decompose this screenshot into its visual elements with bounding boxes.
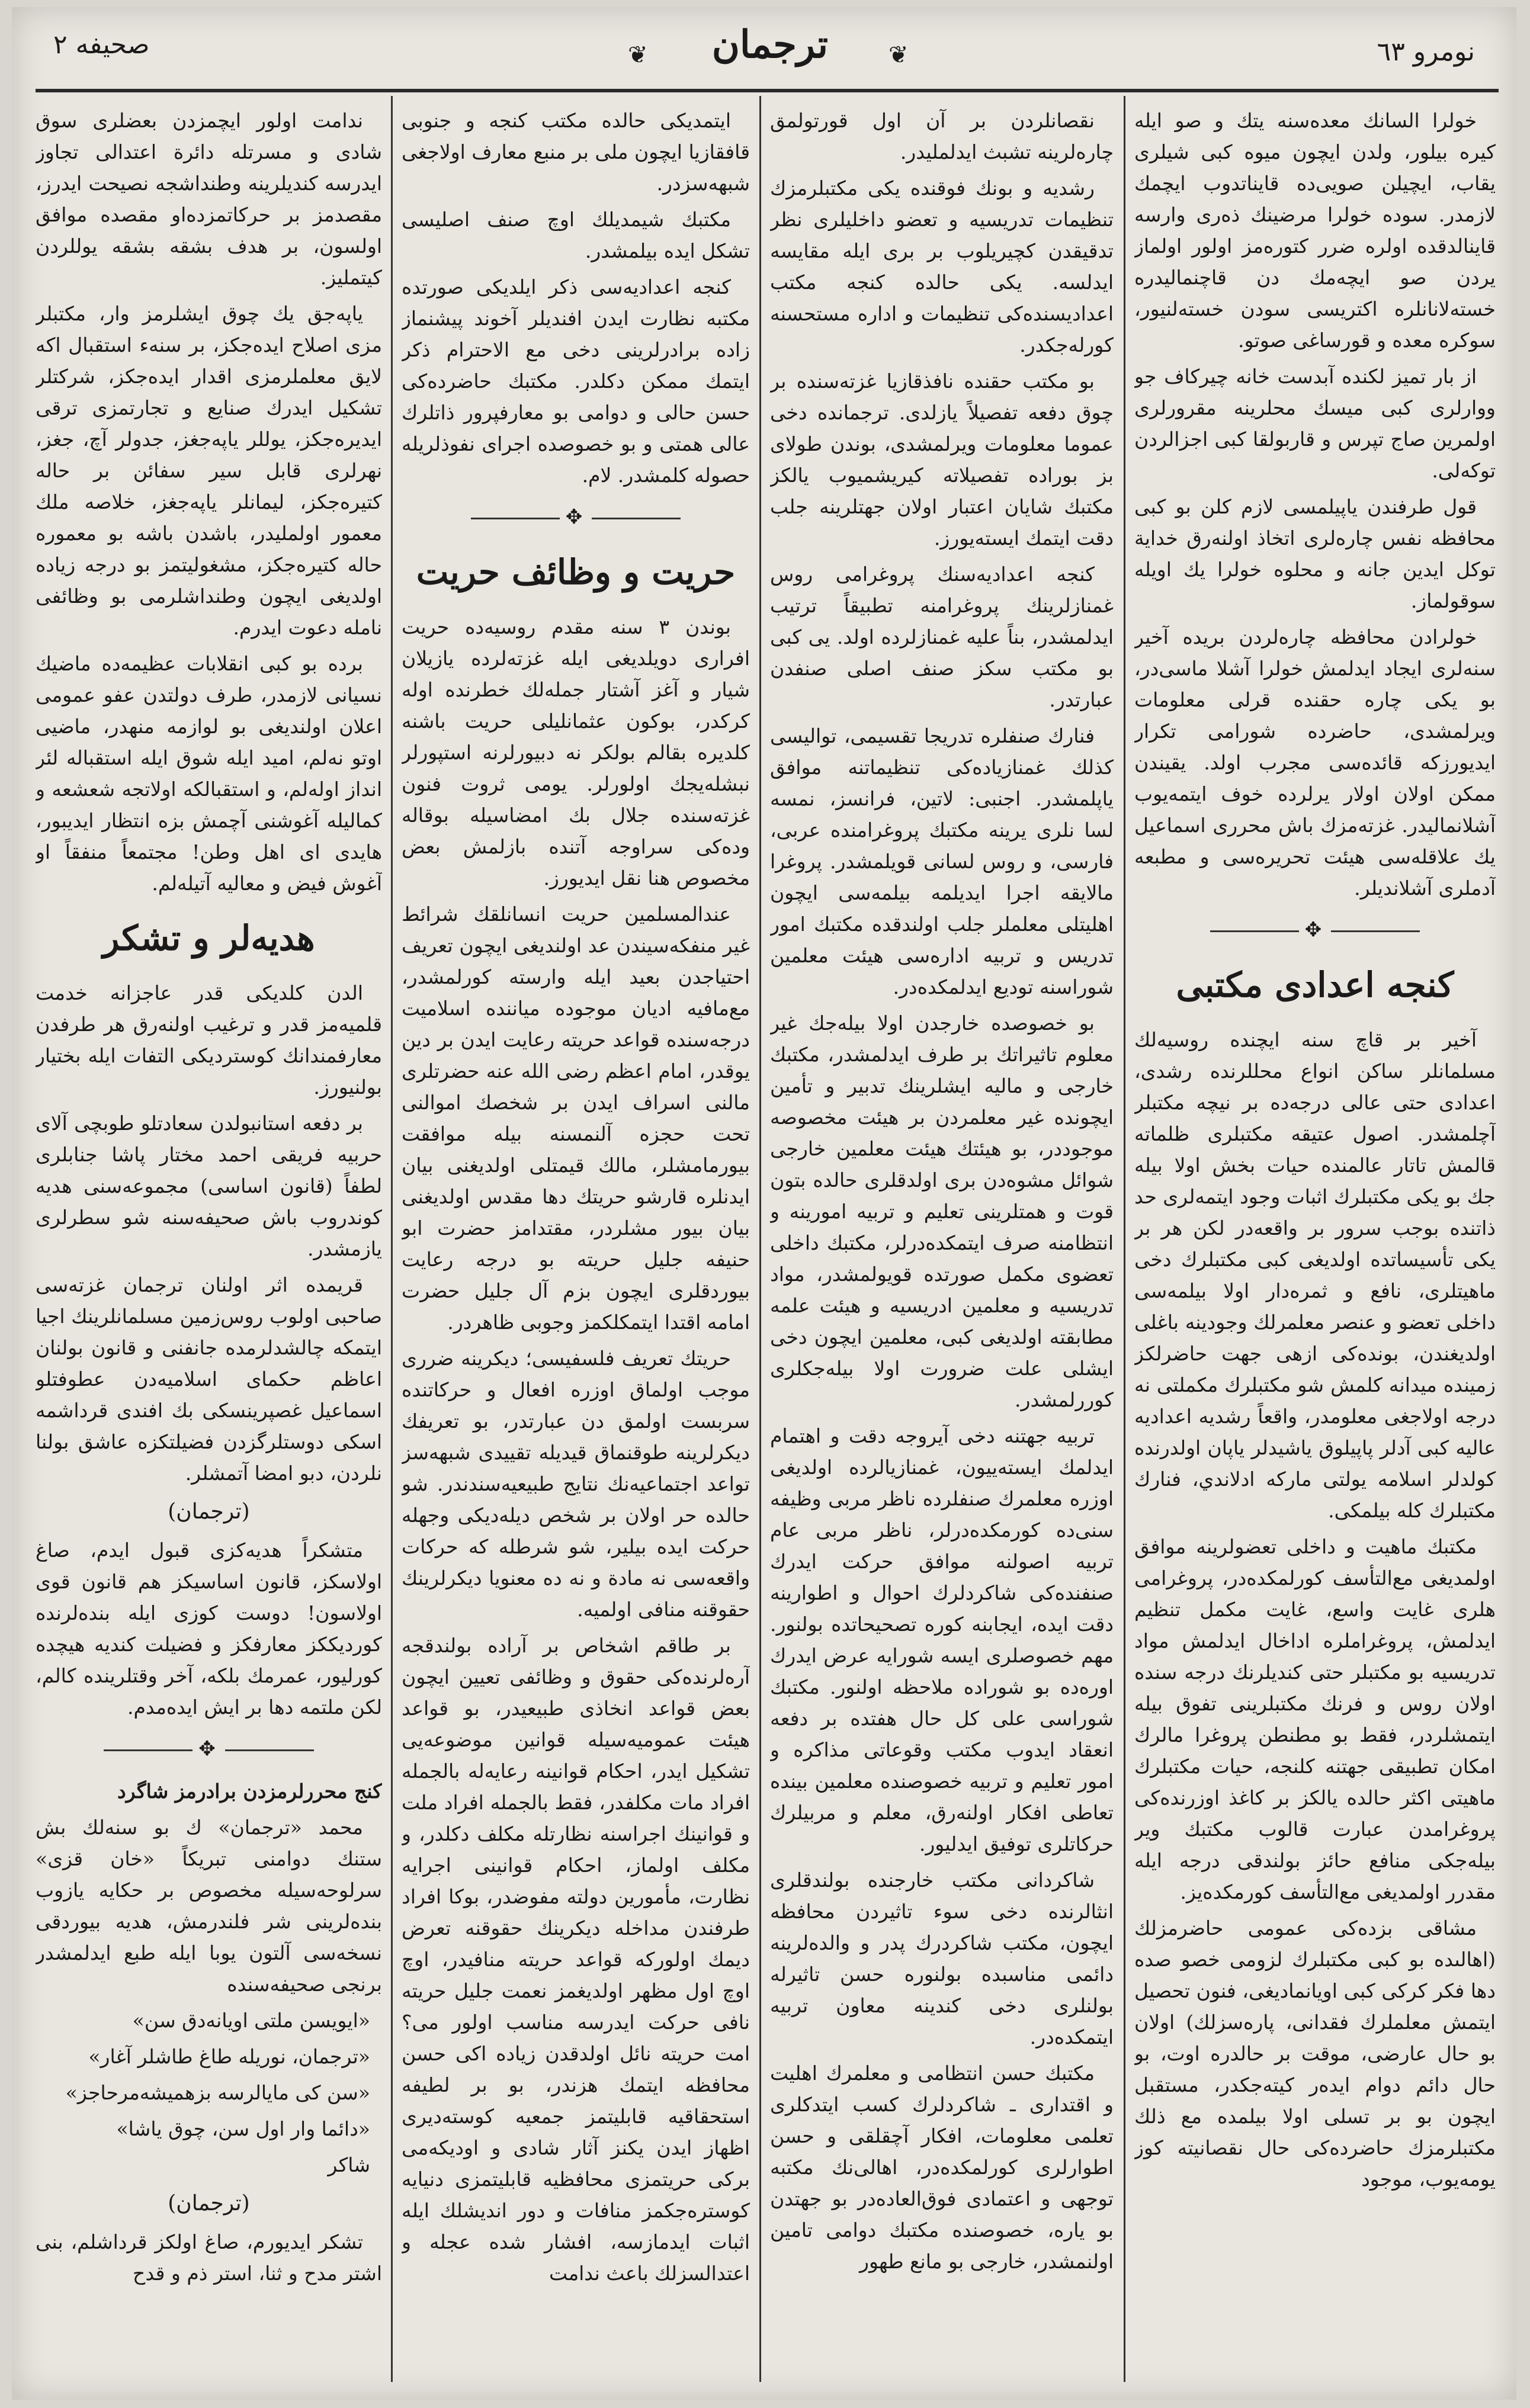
column-2	[770, 105, 1114, 2379]
column-divider	[759, 96, 761, 2382]
paragraph: از بار تميز لكندە آبدست خانه چيركاف جو ووارلرى كبى ميسك محلرينه مقرورلرى اولمرين صاج تپرس و قاربولقا كبى اجزالردن توكەلى.	[1134, 365, 1496, 482]
column-divider	[1124, 96, 1125, 2382]
paragraph: آخير بر قاچ سنه ايچنده روسيەلك مسلمانلر ساكن انواع محللرنده رشدى، اعدادى حتى عالى درجەدە بر نيچە مكتبلر آچلمشدر. اصول عتيقه مكتبلرى ظلماته قالمش تاتار عالمنده حيات بخش اولا بيله جك بو يكى مكتبلرك اثبات وجود ايتمەلرى حد ذاتنده بوجب سرور بر واقعەدر لكن هر بر يكى تأسيساتدە اولديغى كبى مكتبلرك دخى ماهيتلرى، نافع و ثمرەدار اولا بيلمەسى داخلى تعضو و عنصر معلمرلك وجودينه باغلى اولديغندن، بوندەكى ازهى جهت حاضرلكز زمينده ميدانه كلمش شو مكتبلرك مكملتى نه درجه اولاجغى معلومدر، واقعاً رشديه اعداديه عاليه كبى آدلر پاپيلوق ياشيدلر ياپان اولدرنده كولدلر اسلامە يولتى ماركه ادلاندي، فنارك مكتبلرك كله بيلمكى.	[1134, 1028, 1496, 1522]
header-rule	[36, 89, 1499, 92]
section-title: كنجه اعدادى مكتبى	[1176, 965, 1454, 1005]
newspaper-title: ترجمان	[711, 23, 829, 67]
paragraph: شاكردانى مكتب خارجنده بولندقلرى انثالرنده دخى سوء تاثيردن محافظه ايچون، مكتب شاكردرك پدر و والدەلرينه دائمى مناسبده بولنورە حسن تاثيرله بولنلرى دخى كندينه معاون تربيه ايتمكدەدر.	[770, 1868, 1114, 2049]
section-title: هديەلر و تشكر	[102, 918, 315, 958]
paragraph: فنارك صنفلره تدريجا تقسيمى، تواليسى كذلك غمنازيادەكى تنظيماتنه موافق ياپلمشدر. اجنبى: لاتين، فرانسز، نمسه لسا نلرى يرينه مكتبك پروغرامنده عربى، فارسى، و روس لسانى قويلمشدر. پروغرا مالايقه اجرا ايديلمه بيلمەسى ايچون اهليتلى معلملر جلب اولندقده مكتبك امور تدريس و تربيه ادارەسى هيئت معلمين شوراسنه توديع ايدلمكدەدر.	[770, 724, 1114, 998]
signature: (ترجمان)	[168, 2191, 250, 2216]
paragraph: خولرادن محافظه چارەلردن بريدە آخير سنه‌لرى ايجاد ايدلمش خولرا آشلا ماسى‌در، بو يكى چارە حقنده قرلى معلومات ويرلمشدى، حاضردە شورامى تكرار ايديورزكه قائدەسى مجرب اولد. يقيندن ممكن اولان اولار يرلرده خوف ايتمەيوب آشلانماليدر. غزته‌مزك باش محررى اسماعيل يك علاقلەسى هيئت تحريرەسى و مطبعه آدملرى آشلانديلر.	[1134, 625, 1496, 900]
paragraph: مكتبك حسن انتظامى و معلمرك اهليت و اقتدارى ـ شاكردلرك كسب ايتدكلرى تعلمى معلومات، افكار آچقلقى و حسن اطوارلرى كورلمكدەدر، اهالى‌نك مكتبه توجهى و اعتمادى فوق‌العاده‌در بو جهتدن بو يارە، خصوصنده مكتبك دوامى تامين اولنمشدر، خارجى بو مانع طهور	[770, 2062, 1114, 2273]
paragraph: بر طاقم اشخاص بر آرادە بولندقجه آرەلرنده‌كى حقوق و وظائفى تعيين ايچون بعض قواعد انخاذى طبيعيدر، بو قواعد هيئت عموميه‌سيله قوانين موضوعه‌يى تشكيل ايدر، احكام قوانينه رعايەله بالجمله افراد مات مكلفدر، فقط بالجمله افراد ملت و قوانينك اجراسنه نظارتله مكلف دكلدر، و مكلف اولماز، احكام قوانينى اجرايه نظارت، مأمورين دولته مفوضدر، بوكا افراد طرفندن مداخله ديكرينك حقوقنه تعرض ديمك اولوركه قواعد حريته منافيدر، اوچ اوچ اول مظهر اولديغمز نعمت جليل حريته نافى حركت ايدرسه مناسب اولور مى؟ امت حريته نائل اولدقدن زيادە اكى حسن محافظه ايتمك هزندر، بو بر لطيفه استحقاقيه قابليتمز جمعيه كوسته‌ديرى اظهاز ايدن يكنز آثار شادى و اوديكه‌مى بركى حريتمزى محافظيه قابليتمزى دنيايه كوسترەجكمز منافات و دور انديشلك ايله اثبات ايدمازسه، افشار شده عجله و اعتدالسزلك باعث ندامت	[402, 1634, 750, 2285]
quote-line: «ايويسن ملتى اويانەدق سن»	[132, 2009, 370, 2032]
paragraph: مشاقى بزده‌كى عمومى حاضرمزلك (اهالىدە بو كبى مكتبلرك لزومى خصو صده دها فكر كركى كبى اويانماديغى، فنون تحصيل ايتمش معلملرك فقدانى، پارەسزلك) اولان بو حال عارضى، موقت بر حالدرە اوت، بو حال دائم دوام ايدەر كيته‌جكدر، مستقبل ايچون بو بر تسلى اولا بيلمدە مع ذلك مكتبلرمزك حاضرده‌كى حال نقصانيته كوز يومەيوب، موجود	[1134, 1916, 1496, 2191]
paragraph: قول طرفندن ياپيلمسى لازم كلن بو كبى محافظه نفس چارەلرى اتخاذ اولنه‌رق خداية توكل ايدين جانه و محلوه خولرا يك اويله سوقولماز.	[1134, 495, 1496, 612]
paragraph: الدن كلديكى قدر عاجزانه خدمت قلميەمز قدر و ترغيب اولنەرق هر طرفدن معارفمندانك كوسترديكى التفات ايله بختيار بولنيورز.	[36, 981, 382, 1099]
signature: (ترجمان)	[168, 1500, 250, 1524]
section-separator: ✥	[36, 1733, 382, 1765]
paragraph: بر دفعه استانبولدن سعادتلو طوبچى آلاى حربيه فريقى احمد مختار پاشا جنابلرى لطفاً (قانون اساسى) مجموعەسنى هديه كوندروب باش صحيفه‌سنه شو سطرلرى يازمشدر.	[36, 1112, 382, 1260]
paragraph: تربيه جهتنه دخى آيروجه دقت و اهتمام ايدلمك ايسته‌ييون، غمنازيالرده اولديغى اوزره معلمرك صنفلرده ناظر مربى وظيفه سنى‌ده كورمكده‌درلر، ناظر مربى عام تربيه اصولنه موافق حركت ايدرك صنفنده‌كى شاكردلرك احوال و اطوارينه دقت ايدە، ايجابنه كوره تصحيحاتده بولنور. مهم خصوصلرى ايسه شورايه عرض ايدرك اورەدە بو شوراده ملاحظه اولنور. مكتبك شوراسى على كل حال هفتده بر دفعه انعقاد ايدوب مكتب وقوعاتى مذاكرە و امور تعليم و تربيه خصوصنده معلمين بينده تعاطى افكار اولنه‌رق، معلم و مربيلرك حركاتلرى توفيق ايدليور.	[770, 1424, 1114, 1855]
paragraph: بوندن ٣ سنه مقدم روسيه‌دە حريت افرارى دويلديغى ايله غزته‌لرده يازيلان شيار و آغز آشتار جمله‌لك خطرنده اوله كركدر، بوكون عثمانليلى حريت باشنه كلديرە بقالم بولكر نه دبيورلرنه استپورلر نبشلەيجك اولورلر. يومى ثروت فنون غزته‌سنده جلال بك امضاسيله بوقالە وده‌كى سراوجه آتنده بازلمش بعض مخصوص هنا نقل ايديورز.	[402, 615, 750, 890]
subsection-title: كنج محررلرمزدن برادرمز شاگرد	[117, 1780, 382, 1803]
issue-label: نومرو ٦٣	[1377, 37, 1475, 67]
paragraph: قريمدە اثر اولنان ترجمان غزته‌سى صاحبى اولوب روس‌زمين مسلمانلرينك اجيا ايتمكه چالشدلرمدە جانفنى و قانون بولنان اعاظم حكماى اسلاميه‌دن عطوفتلو اسماعيل غصپرينسكى بك افندى قرداشمه اسكى دوستلرگزدن فضيلتكزه عاشق بولنا نلردن، دبو امضا آتمشلر.	[36, 1273, 382, 1485]
paragraph: برده بو كبى انقلابات عظيمه‌ده ماضيك نسيانى لازمدر، طرف دولتدن عفو عمومى اعلان اولنديغى بو لوازمه منهدر، ماضيى اوتو نه‌لم، اميد ايله شوق ايله استقباله لئر انداز اولەلم، و استقبالكه اولاتجه شعشعه و كماليله آغوشنى آچمش بزه انتظار ايديبور، هايدى اى اهل وطن! مجتمعاً منفقاً او آغوش فيض و معاليه آتيلەلم.	[36, 652, 382, 895]
quote-line: «ترجمان، نوريله طاغ طاشلر آغار»	[88, 2045, 370, 2068]
paragraph: مكتبك ماهيت و داخلى تعضولرينه موافق اولمديغى مع‌التأسف كورلمكده‌در، پروغرامى هلرى غايت واسع، غايت مكمل تنظيم ايدلمش، پروغراملره اداخال ايدلمش مواد تدريسيه بو مكتبلر حتى كنديلرنك درجه سنده اولان روس و فرنك مكتبلرينى تفوق بيله ايتمشلردر، فقط بو مطنطن پروغرا مالرك امكان تطبيقى جهتنه كلنجه، حيات مكتبلرك ماهيتى اكثر حالده يالكز بر كاغذ اوزرنده‌كى پروغرامدن عبارت قالوب مكتبك وير بيله‌جكى منافع حائز بولندقى درجه ايله مقدرر اولمديغى مع‌التأسف كورمكدەيز.	[1134, 1535, 1496, 1903]
paragraph: حريتك تعريف فلسفيسى؛ ديكرينه ضررى موجب اولماق اوزره افعال و حركاتنده سربست اولمق دن عبارتدر، بو تعريفك ديكرلرينه طوقنماق قيديله تقييدى شبهه‌سز تواعد اجتماعيه‌نك نتايج طبيعيه‌سندندر. شو حالده حر اولان بر شخص ديله‌ديكى وجهله حركت ايده بيلير، شو شرطله كه حركات واقعه‌سى نه مادة و نه ده معنويا ديكرلرينك حقوقنه منافى اولميه.	[402, 1347, 750, 1621]
column-divider	[391, 96, 393, 2382]
paragraph: عندالمسلمين حريت انسانلقك شرائط غير منفكەسيندن عد اولنديغى ايچون تعريف احتياجدن بعيد ايله وارسته كورلمشدر، مع‌مافيه اديان موجوده مياننده اسلاميت درجه‌سنده قواعد حريته رعايت ايدن بر دين يوقدر، امام اعظم رضى الله عنه حضرتلرى مالنى اسراف ايدن بر شخصك اموالنى تحت حجزه آلنمسنه بيله موافقت بيورمامشلر، مالك قيمتلى اولديغنى بيان ايدنلره قارشو حريتك دها مقدس اولديغنى بيان بيور مشلردر، مقتدامز حضرت ابو حنيفه جليل حريته بو درجه رعايت بيوردقلرى ايچون بزم آل جليل حضرت امامه اقتدا ايتمكلكمز وجوبى ظاهردر.	[402, 903, 750, 1334]
ornament-left-icon: ❦	[628, 41, 648, 69]
quote-line: «دائما وار اول سن، چوق ياشا»	[116, 2117, 370, 2140]
paragraph: نقصانلردن بر آن اول قورتولمق چارەلرينه تشبث ايدلمليدر.	[770, 109, 1114, 163]
section-title: حريت و وظائف حريت	[416, 552, 736, 592]
paragraph: محمد «ترجمان» ك بو سنەلك بش ستنك دوامنى تبريكاً «خان قزى» سرلوحه‌سيله مخصوص بر حكايه يازوب بندەلرينى شر فلندرمش، هديه بيوردقى نسخه‌سى آلتون يوبا ايله طبع ايدلمشدر برنجى صحيفه‌سنده	[36, 1816, 382, 1996]
newspaper-page	[12, 7, 1516, 2400]
paragraph: ياپه‌جق يك چوق ايشلرمز وار، مكتبلر مزى اصلاح ايدەجكز، بر سنهء استقبال اكه لايق معلملرمزى اقدار ايده‌جكز، شركتلر تشكيل ايدرك صنايع و تجارتمزى ترقى ايديرەجكز، يوللر ياپه‌جغز، جدولر آچ، جغز، نهرلرى قابل سير سفائن بر حاله كتيرەجكز، ليمانلر ياپه‌جغز، خلاصه ملك معمور اولمليدر، باشدن باشه بو معموره حاله كتيرەجكز، مشغوليتمز بو درجه زياده اولديغى ايچون وطنداشلرمى بو وظائفى نامله دعوت ايدرم.	[36, 302, 382, 639]
paragraph: كنجه اعداديه‌سنك پروغرامى روس غمنازلرينك پروغرامنه تطبيقاً ترتيب ايدلمشدر، بناً عليه غمنازلرده اولد. يى كبى بو مكتب سكز صنف اصلى صنفدن عبارتدر.	[770, 563, 1114, 711]
masthead	[36, 19, 1499, 90]
paragraph: بو مكتب حقنده نافذقازيا غزته‌سنده بر چوق دفعه تفصيلاً يازلدى. ترجمانده دخى عموما معلومات ويرلمشدى، بوندن طولاى بز بورادە تفصيلاته كيريشميوب يالكز مكتبك شايان اعتبار اولان جهتلرينه جلب دقت ايتمك ايسته‌يورز.	[770, 370, 1114, 550]
quote-signoff: شاكر	[328, 2153, 370, 2176]
paragraph: كنجه اعداديەسى ذكر ايلديكى صورتده مكتبه نظارت ايدن افنديلر آخوند پيشنماز زاده برادرلرينى دخى مع الاحترام ذكر ايتمك ممكن دكلدر. مكتبك حاضرده‌كى حسن حالى و دوامى بو معارفپرور ذاتلرك عالى همتى و بو خصوصده اجراى نفوذلريله حصوله كلمشدر. لام.	[402, 275, 750, 487]
paragraph: ندامت اولور ايچمزدن بعضلرى سوق شادى و مسرتله دائرة اعتدالى تجاوز ايدرسه كنديلرينه وطنداشجه نصيحت ايدرز، مقصدمز بر حركاتمزده‌او مقصده موافق اولسون، بر هدف بشقه بشقه يوللردن كيتمليز.	[36, 109, 382, 289]
paragraph: تشكر ايديورم، صاغ اولكز قرداشلم، بنى اشتر مدح و ثنا، استر ذم و قدح	[36, 2230, 382, 2285]
paragraph: مكتبك شيمديلك اوچ صنف اصليسى تشكل ايده بيلمشدر.	[402, 208, 750, 262]
paragraph: متشكراً هديەكزى قبول ايدم، صاغ اولاسكز، قانون اساسيكز هم قانون قوى اولاسون! دوست كوزى ايله بندەلرنده كورديككز معارفكز و فضيلت كنديه هيچده كورليور، عمرمك بلكه، آخر وقتلرينده كالم، لكن ملتمه دها بر ايش ايده‌مدم.	[36, 1539, 382, 1719]
paragraph: بو خصوصده خارجدن اولا بيلەجك غير معلوم تاثيراتك بر طرف ايدلمشدر، مكتبك خارجى و ماليه ايشلرينك تدبير و تأمين ايچونده غير معلمردن بر هيئت مخصوصه موجوددر، بو هيئتك هيئت معلمين خارجى شوائل مشوەدن برى اولدقلرى حالده بتون قوت و همتلرينى تعليم و تربيه امورينه و انتظامنه صرف ايتمكده‌درلر، مكتبك داخلى تعضوى مكمل صورتده قويولمشدر، مواد تدريسيه و معلمين ادريسيه و هيئت علمه مطابقته اولديغى كبى، معلمين ايچون دخى ايشلى علت ضرورت اولا بيلەجكلرى كوررلمشدر.	[770, 1012, 1114, 1411]
ornament-right-icon: ❦	[889, 41, 909, 69]
paragraph: خولرا السانك معدەسنه يتك و صو ايله كيرە بيلور، ولدن ايچون ميوە كبى شيلرى يقاب، ايچيلن صويى‌ده قايناتدوب ايچمك لازمدر. سودە خولرا مرضينك ذەرى وارسه قاينالدقده اولره ضرر كتورەمز اولور اولماز يردن صو ايچه‌مك دن قاچنماليدرە خسته‌لانانلرە اكتريسى سودن خسته‌لنيور، سوكره معده و قورساغى صوتو.	[1134, 109, 1496, 352]
paragraph: رشديه و بونك فوقنده يكى مكتبلرمزك تنظيمات تدريسيه و تعضو داخليلرى نظر تدقيقدن كچيريلوب بر برى ايله مقايسه ايدلسه. يكى حالده كنجه مكتب اعداديسنده‌كى تنظيمات و اداره مستحسنه كورلەجكدر.	[770, 176, 1114, 357]
section-separator: ✥	[402, 502, 750, 533]
quote-line: «سن كى مايالرسه بز‌هميشه‌مرحاجز»	[65, 2081, 370, 2104]
page-label: صحیفه ۲	[53, 30, 150, 60]
column-4	[36, 105, 382, 2379]
column-1	[1134, 105, 1496, 2379]
paragraph: ايتمديكى حالده مكتب كنجه و جنوبى قافقازيا ايچون ملى بر منبع معارف اولاجغى شبهه‌سزدر.	[402, 109, 750, 195]
section-separator: ✥	[1134, 914, 1496, 946]
column-3	[402, 105, 750, 2379]
